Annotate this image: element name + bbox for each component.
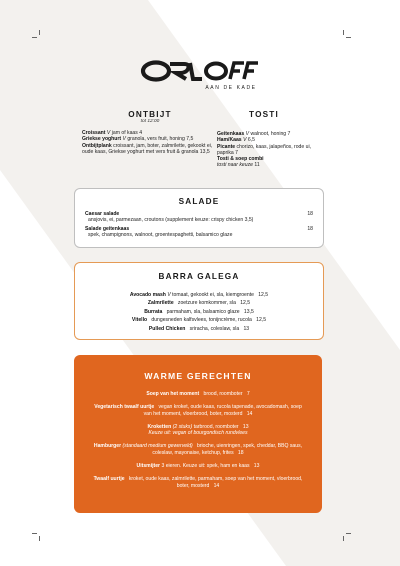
section-barra-galega [74, 262, 324, 340]
section-tosti [217, 110, 321, 169]
warme-item: Kroketten (2 stuks) tarbrood, roomboter 13 Keuze uit: vegan of bourgondisch rundvlees [147, 423, 249, 437]
barra-item: Vitello dungesneden kalfsvlees, tonijncrème, rucola 12,5 [131, 317, 267, 324]
ontbijt-title: ONTBIJT [128, 110, 172, 119]
brand-logo [140, 58, 260, 98]
ontbijt-subtitle: tot 12:00 [140, 119, 160, 124]
section-ontbijt [82, 110, 218, 155]
warme-title: WARME GERECHTEN [144, 371, 252, 381]
tosti-item: Ham/Kaas V 6,5 [217, 137, 255, 144]
warme-item: Twaalf uurtje kroket, oude kaas, zalmrilette, parmaham, soep van het moment, vloerbrood, boter, mosterd 14 [93, 476, 303, 489]
barra-item: Avocado mash V tomaat, gekookt ei, sla, kiemgroente 12,5 [129, 292, 269, 298]
tosti-item: Tosti & soep combi tosti naar keuze 11 [217, 156, 264, 169]
section-warme-gerechten [74, 355, 322, 513]
warme-item: Vegetarisch twaalf uurtje vegan kroket, oude kaas, rucola tapenade, avocadomash, soep van het moment, vloerbrood, boter, mosterd 14 [94, 404, 302, 417]
tosti-item: Geitenkaas V walnoot, honing 7 [217, 131, 291, 137]
barra-item: Burrata parmaham, sla, balsamico glaze 13,5 [144, 308, 254, 315]
warme-item: Soep van het moment brood, roomboter 7 [146, 391, 250, 397]
salade-item: Caesar salade 18 ansjovis, ei, parmezaan, croutons (supplement keuze: crispy chicken 3,5) [85, 211, 313, 224]
warme-item: Hamburger (standaard medium gewerveld) brioche, uienringen, spek, cheddar, BBQ saus, coleslaw, mayonaise, ketchup, frites 18 [93, 443, 303, 456]
barra-item: Zalmrilette zoetzure komkommer, sla 12,5 [147, 300, 251, 307]
crop-mark-bottom-left [32, 530, 40, 538]
brand-tagline: AAN DE KADE [205, 85, 257, 91]
warme-item: Uitsmijter 3 eieren. Keuze uit: spek, ham en kaas 13 [136, 463, 260, 470]
crop-mark-top-left [32, 34, 40, 42]
section-salade [74, 188, 324, 248]
tosti-item: Picante chorizo, kaas, jalapeños, rode ui, paprika 7 [217, 143, 312, 156]
orloff-logo-icon [140, 58, 260, 84]
crop-mark-bottom-right [340, 530, 348, 538]
tosti-title: TOSTI [249, 110, 279, 119]
salade-item: Salade geitenkaas 18 spek, champignons, walnoot, groentespaghetti, balsamico glaze [85, 225, 313, 238]
crop-mark-top-right [340, 34, 348, 42]
ontbijt-item: Ontbijtplank croissant, jam, boter, zalmrilette, gekookt ei, oude kaas, Griekse yoghurt met vers fruit & granola 13,5 [82, 142, 213, 155]
barra-item: Pulled Chicken sriracha, coleslaw, sla 13 [148, 325, 250, 332]
ontbijt-item: Croissant V jam of kaas 4 [82, 130, 143, 136]
ontbijt-item: Griekse yoghurt V granola, vers fruit, honing 7,5 [82, 136, 194, 143]
salade-title: SALADE [178, 197, 220, 206]
barra-title: BARRA GALEGA [158, 272, 240, 281]
